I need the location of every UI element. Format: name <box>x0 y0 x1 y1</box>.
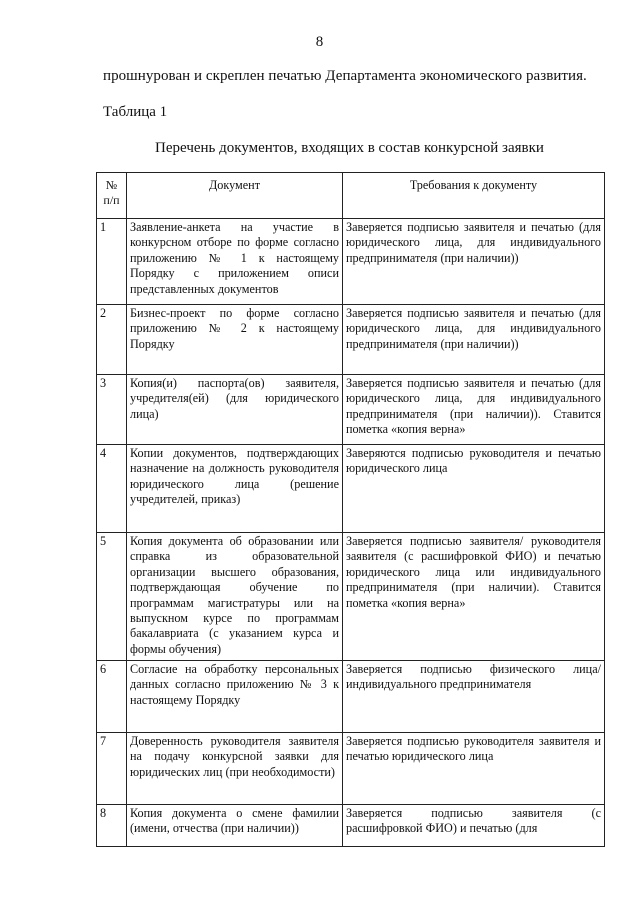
header-num: № п/п <box>97 173 127 219</box>
row-num: 3 <box>97 375 127 445</box>
row-num: 2 <box>97 305 127 375</box>
row-requirements: Заверяется подписью заявителя/ руководителя заявителя (с расшифровкой ФИО) и печатью юридического лица или индивидуального предпринимателя (при наличии). Ставится пометка «копия верна» <box>343 533 605 661</box>
documents-table <box>96 172 605 847</box>
table-row <box>97 733 605 805</box>
row-requirements: Заверяется подписью заявителя и печатью (для юридического лица, для индивидуального предпринимателя (при наличии)). Ставится пометка «копия верна» <box>343 375 605 445</box>
table-row <box>97 219 605 305</box>
table-label: Таблица 1 <box>103 104 168 120</box>
row-num: 7 <box>97 733 127 805</box>
row-num: 5 <box>97 533 127 661</box>
table-title: Перечень документов, входящих в состав конкурсной заявки <box>155 140 544 156</box>
row-document: Копия документа об образовании или справка из образовательной организации высшего образования, подтверждающая обучение по программам магистратуры или на выпускном курсе по программам бакалавриата (с указанием курса и формы обучения) <box>127 533 343 661</box>
row-requirements: Заверяется подписью заявителя и печатью (для юридического лица, для индивидуального предпринимателя (при наличии)) <box>343 219 605 305</box>
row-requirements: Заверяется подписью заявителя и печатью (для юридического лица, для индивидуального предпринимателя (при наличии)) <box>343 305 605 375</box>
row-requirements: Заверяются подписью руководителя и печатью юридического лица <box>343 445 605 533</box>
table-row <box>97 375 605 445</box>
row-document: Согласие на обработку персональных данных согласно приложению № 3 к настоящему Порядку <box>127 661 343 733</box>
table-row <box>97 445 605 533</box>
header-requirements: Требования к документу <box>343 173 605 219</box>
row-num: 1 <box>97 219 127 305</box>
table-header-row <box>97 173 605 219</box>
table-row <box>97 305 605 375</box>
row-num: 8 <box>97 805 127 847</box>
row-document: Бизнес-проект по форме согласно приложению № 2 к настоящему Порядку <box>127 305 343 375</box>
page-number: 8 <box>315 34 324 50</box>
row-requirements: Заверяется подписью физического лица/индивидуального предпринимателя <box>343 661 605 733</box>
row-num: 6 <box>97 661 127 733</box>
table-row <box>97 661 605 733</box>
row-document: Доверенность руководителя заявителя на подачу конкурсной заявки для юридических лиц (при необходимости) <box>127 733 343 805</box>
row-document: Копия(и) паспорта(ов) заявителя, учредителя(ей) (для юридического лица) <box>127 375 343 445</box>
header-document: Документ <box>127 173 343 219</box>
table-row <box>97 805 605 847</box>
row-requirements: Заверяется подписью руководителя заявителя и печатью юридического лица <box>343 733 605 805</box>
table-row <box>97 533 605 661</box>
row-document: Копия документа о смене фамилии (имени, отчества (при наличии)) <box>127 805 343 847</box>
row-num: 4 <box>97 445 127 533</box>
row-document: Заявление-анкета на участие в конкурсном отборе по форме согласно приложению № 1 к настоящему Порядку с приложением описи представленных документов <box>127 219 343 305</box>
row-document: Копии документов, подтверждающих назначение на должность руководителя юридического лица (решение учредителей, приказ) <box>127 445 343 533</box>
row-requirements: Заверяется подписью заявителя (с расшифровкой ФИО) и печатью (для <box>343 805 605 847</box>
intro-text-line: прошнурован и скреплен печатью Департамента экономического развития. <box>103 68 587 84</box>
